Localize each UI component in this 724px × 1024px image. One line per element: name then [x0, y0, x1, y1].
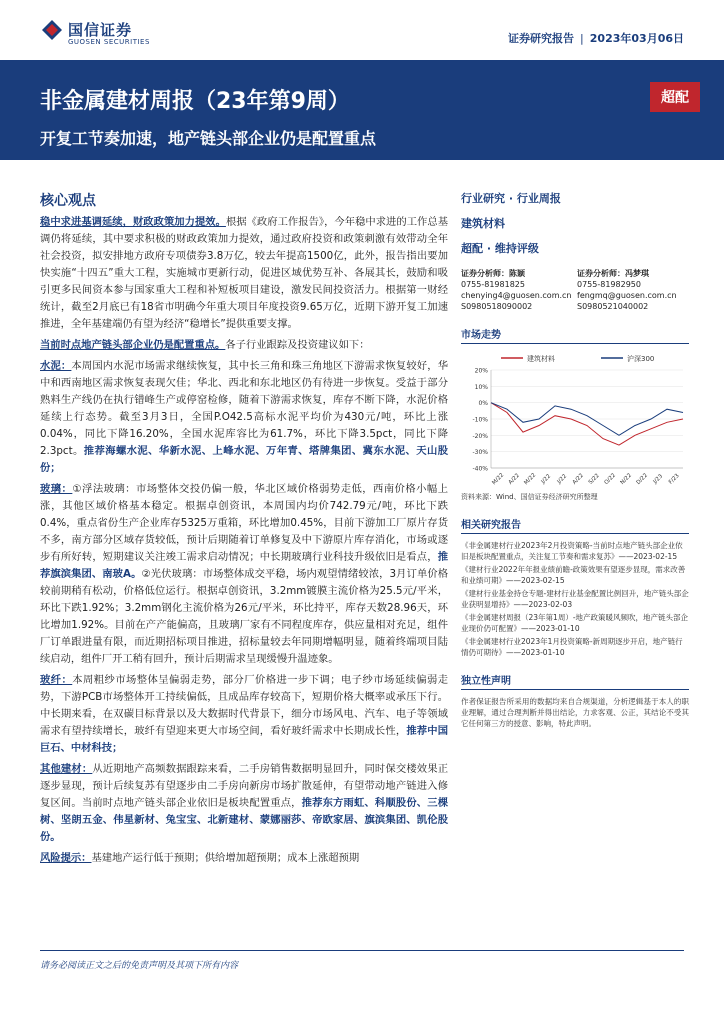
x-tick-label: M/22 — [491, 472, 506, 487]
para-fiscal-lead: 稳中求进基调延续，财政政策加力提效。 — [40, 216, 226, 228]
analyst-cert: S0980518090002 — [461, 302, 533, 311]
related-reports — [461, 540, 689, 658]
y-tick-label: -20% — [472, 432, 488, 440]
analyst-phone: 0755-81982950 — [577, 280, 641, 289]
glass-lead: 玻璃： — [40, 483, 73, 495]
report-date: 2023年03月06日 — [589, 32, 684, 45]
analyst-email[interactable]: fengmq@guosen.com.cn — [577, 291, 677, 300]
other-rec: 推荐东方雨虹、科顺股份、三棵树、坚朗五金、伟星新材、兔宝宝、北新建材、蒙娜丽莎、帝欧家居、旗滨集团、凯伦股份。 — [40, 797, 449, 843]
fiber-text: 本周粗纱市场整体呈偏弱走势，部分厂价格进一步下调；电子纱市场延续偏弱走势，下游PCB市场整体开工持续偏低，且成品库存较高下，短期价格大概率或承压下行。中长期来看，在双碳目标背景以及大数据时代背景下，细分市场风电、汽车、电子等领域需求有望持续增长，玻纤有望迎来更大市场空间，看好玻纤需求中长期成长性， — [40, 674, 449, 737]
x-tick-label: J/23 — [652, 473, 665, 486]
report-subtitle: 开复工节奏加速，地产链头部企业仍是配置重点 — [40, 129, 377, 148]
sector-name: 建筑材料 — [461, 217, 505, 230]
indep-heading: 独立性声明 — [461, 672, 689, 690]
trend-heading: 市场走势 — [461, 326, 689, 344]
analyst-list — [461, 268, 689, 312]
para-focus-lead: 当前时点地产链头部企业仍是配置重点。 — [40, 339, 226, 351]
rating-badge: 超配 — [650, 82, 700, 112]
x-tick-label: J/22 — [556, 473, 569, 486]
report-item[interactable]: 《建材行业2022年年报业绩前瞻-政策效果有望逐步显现，需求改善和业绩可期》——2023-02-15 — [461, 565, 686, 585]
para-fiscal-text: 根据《政府工作报告》，今年稳中求进的工作总基调仍将延续，其中要求积极的财政政策加力提效，通过政府投资和政策刺激有效带动全年社会投资，拟安排地方政府专项债券3.8万亿，较去年提高1500亿，此外，报告指出要加快实施“十四五”重大工程，实施城市更新行动，促进区域优势互补、各展其长，鼓励和吸引更多民间资本参与国家重大工程和补短板项目建设，激发民间投资活力。根据第一财经统计，截至2月底已有18省市明确今年重大项目年度投资9.65万亿，近期下游开复工加速推进，全年基建端仍有望为经济“稳增长”提供重要支撑。 — [40, 216, 448, 330]
x-tick-label: J/22 — [540, 473, 553, 486]
market-trend-chart — [461, 350, 689, 490]
glass-text-1: ①浮法玻璃：市场整体交投仍偏一般，华北区域价格弱势走低，西南价格小幅上涨，其他区域价格基本稳定。根据卓创资讯，本周国内均价742.79元/吨，环比下跌0.4%，重点省份生产企业库存5325万重箱，环比增加0.45%，目前下游加工厂原片存货不多，南方部分区域存货较低，预计后期随着订单修复及中下游原片库存消化，市场或逐步有所好转，短期建议关注竣工需求启动情况；中长期玻璃行业科技升级依旧是看点， — [40, 483, 449, 563]
analyst-label: 证券分析师：冯梦琪 — [577, 269, 649, 278]
para-other — [40, 761, 448, 846]
glass-text-2: ②光伏玻璃：市场整体成交平稳，场内观望情绪较浓，3月订单价格较前期稍有松动，价格低位运行。根据卓创资讯，3.2mm镀膜主流价格为25.5元/平米，环比下跌1.92%；3.2mm钢化主流价格为26元/平米，环比持平，库存天数28.96天，环比增加1.92%。目前在产产能偏高，且玻璃厂家有不同程度库存，供应量相对充足，组件厂订单跟进量有限，而近期招标项目推进，招标量较去年同期增幅明显，随着终端项目陆续启动，组件厂开工稍有回升，预计后期需求呈现缓慢升温迹象。 — [40, 568, 449, 665]
cement-rec: 推荐海螺水泥、华新水泥、上峰水泥、万年青、塔牌集团、冀东水泥、天山股份； — [40, 445, 448, 474]
x-tick-label: N/22 — [619, 472, 633, 486]
para-cement — [40, 358, 448, 477]
risk-text: 基建地产运行低于预期；供给增加超预期；成本上涨超预期 — [91, 852, 360, 864]
report-item[interactable]: 《建材行业基金持仓专题-建材行业基金配置比例回升，地产链头部企业获明显增持》——2023-02-03 — [461, 589, 689, 609]
legend-label: 建筑材料 — [527, 355, 555, 363]
series-line-0 — [491, 403, 683, 445]
y-tick-label: 0% — [478, 400, 488, 408]
report-title: 非金属建材周报（23年第9周） — [40, 89, 350, 114]
x-tick-label: F/23 — [667, 472, 681, 486]
doc-type: 证券研究报告 — [508, 32, 575, 45]
fiber-lead: 玻纤： — [40, 674, 73, 686]
cement-lead: 水泥： — [40, 360, 72, 372]
y-tick-label: -40% — [472, 465, 488, 473]
report-category: 行业研究 · 行业周报 — [461, 192, 561, 205]
fiber-rec: 推荐中国巨石、中材科技； — [40, 725, 449, 754]
y-tick-label: -10% — [472, 416, 488, 424]
other-text: 从近期地产高频数据跟踪来看，二手房销售数据明显回升，同时保交楼效果正逐步显现，预计后续复苏有望逐步由二手房向新房市场扩散延伸，有望带动地产链进入修复区间。当前时点地产链头部企业依旧是板块配置重点， — [40, 763, 449, 809]
y-tick-label: 20% — [474, 367, 488, 375]
separator: | — [580, 32, 584, 45]
analyst-card — [577, 268, 689, 312]
analyst-card — [461, 268, 573, 312]
analyst-label: 证券分析师：陈颖 — [461, 269, 525, 278]
analyst-cert: S0980521040002 — [577, 302, 649, 311]
top-header — [0, 0, 724, 60]
x-tick-label: A/22 — [507, 472, 521, 486]
para-risk — [40, 850, 448, 867]
report-item[interactable]: 《非金属建材行业2023年2月投资策略-当前时点地产链头部企业依旧是板块配置重点，关注复工节奏和需求复苏》——2023-02-15 — [461, 541, 683, 561]
para-focus-text: 各子行业跟踪及投资建议如下： — [225, 339, 370, 351]
title-banner — [0, 60, 724, 160]
sector-rating: 超配 · 维持评级 — [461, 242, 539, 255]
para-glass — [40, 481, 448, 668]
x-tick-label: A/22 — [571, 472, 585, 486]
report-item[interactable]: 《非金属建材行业2023年1月投资策略-新周期逐步开启，地产链行情仍可期待》——2023-01-10 — [461, 637, 683, 657]
y-tick-label: 10% — [474, 383, 488, 391]
core-heading: 核心观点 — [40, 193, 96, 209]
analyst-phone: 0755-81981825 — [461, 280, 525, 289]
para-fiscal — [40, 214, 448, 333]
x-tick-label: M/22 — [523, 472, 538, 487]
glass-rec: 推荐旗滨集团、南玻A。 — [40, 551, 448, 580]
guosen-logo — [40, 18, 190, 50]
footer-divider — [40, 950, 684, 951]
cement-text: 本周国内水泥市场需求继续恢复，其中长三角和珠三角地区下游需求恢复较好，华中和西南地区需求恢复表现欠佳；华北、西北和东北地区仍有待进一步恢复。受益于部分熟料生产线仍在执行错峰生产或停窑检修，随着下游需求恢复，库存不断下降，水泥价格延续上行态势。截至3月3日，全国P.O42.5高标水泥平均价为430元/吨，环比上涨0.04%，同比下降16.20%，全国水泥库容比为61.7%，环比下降3.5pct，同比下降2.3pct。 — [40, 360, 449, 457]
analyst-email[interactable]: chenying4@guosen.com.cn — [461, 291, 572, 300]
doc-type-date — [508, 30, 684, 46]
x-tick-label: S/22 — [587, 472, 601, 486]
x-tick-label: O/22 — [603, 472, 618, 487]
chart-source: 资料来源：Wind、国信证券经济研究所整理 — [461, 493, 598, 501]
reports-heading: 相关研究报告 — [461, 516, 689, 534]
logo-en: GUOSEN SECURITIES — [68, 38, 150, 46]
x-tick-label: D/22 — [635, 472, 650, 487]
risk-lead: 风险提示： — [40, 852, 92, 864]
logo-cn: 国信证券 — [68, 21, 133, 39]
para-focus — [40, 337, 448, 354]
para-fiber — [40, 672, 448, 757]
footer-disclaimer: 请务必阅读正文之后的免责声明及其项下所有内容 — [40, 961, 239, 971]
indep-statement: 作者保证报告所采用的数据均来自合规渠道，分析逻辑基于本人的职业理解，通过合理判断并得出结论，力求客观、公正，其结论不受其它任何第三方的授意、影响，特此声明。 — [461, 697, 689, 728]
guosen-logo-icon — [40, 18, 64, 42]
other-lead: 其他建材： — [40, 763, 93, 775]
trend-chart-svg — [461, 350, 689, 490]
sidebar — [461, 190, 689, 729]
y-tick-label: -30% — [472, 449, 488, 457]
report-item[interactable]: 《非金属建材周报（23年第1周）-地产政策暖风频吹，地产链头部企业现价仍可配置》——2023-01-10 — [461, 613, 689, 633]
core-views — [40, 190, 448, 871]
legend-label: 沪深300 — [627, 355, 655, 363]
